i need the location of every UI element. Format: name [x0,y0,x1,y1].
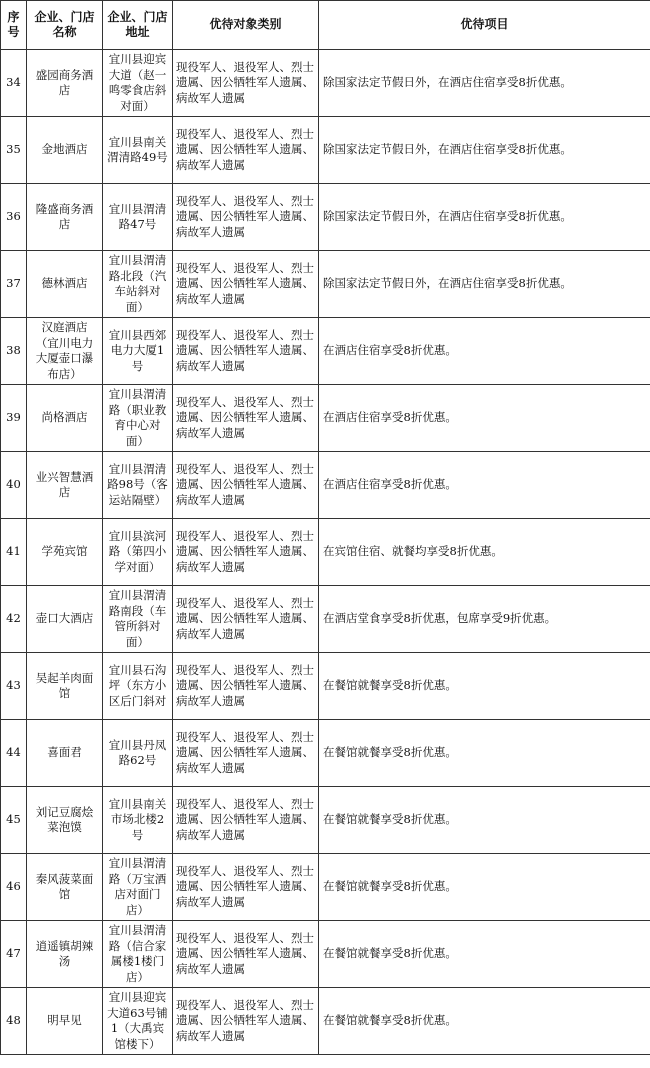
cell-no: 34 [1,50,27,117]
cell-benefit: 在酒店住宿享受8折优惠。 [319,452,650,519]
cell-no: 40 [1,452,27,519]
cell-category: 现役军人、退役军人、烈士遗属、因公牺牲军人遗属、病故军人遗属 [173,519,319,586]
cell-address: 宜川县南关市场北楼2号 [103,787,173,854]
cell-no: 45 [1,787,27,854]
cell-no: 36 [1,184,27,251]
cell-no: 43 [1,653,27,720]
cell-category: 现役军人、退役军人、烈士遗属、因公牺牲军人遗属、病故军人遗属 [173,318,319,385]
cell-name: 尚格酒店 [27,385,103,452]
cell-category: 现役军人、退役军人、烈士遗属、因公牺牲军人遗属、病故军人遗属 [173,385,319,452]
cell-name: 壶口大酒店 [27,586,103,653]
cell-no: 39 [1,385,27,452]
table-row [1,452,650,519]
table-row [1,318,650,385]
header-address: 企业、门店地址 [103,1,173,50]
cell-category: 现役军人、退役军人、烈士遗属、因公牺牲军人遗属、病故军人遗属 [173,117,319,184]
table-row [1,921,650,988]
cell-no: 41 [1,519,27,586]
cell-no: 47 [1,921,27,988]
cell-name: 吴起羊肉面馆 [27,653,103,720]
cell-benefit: 在餐馆就餐享受8折优惠。 [319,653,650,720]
table-header-row [1,1,650,50]
cell-address: 宜川县石沟坪（东方小区后门斜对 [103,653,173,720]
cell-category: 现役军人、退役军人、烈士遗属、因公牺牲军人遗属、病故军人遗属 [173,184,319,251]
table-row [1,251,650,318]
cell-name: 刘记豆腐烩菜泡馍 [27,787,103,854]
cell-category: 现役军人、退役军人、烈士遗属、因公牺牲军人遗属、病故军人遗属 [173,854,319,921]
table-row [1,519,650,586]
table-row [1,653,650,720]
header-no: 序号 [1,1,27,50]
cell-benefit: 在酒店堂食享受8折优惠，包席享受9折优惠。 [319,586,650,653]
header-category: 优待对象类别 [173,1,319,50]
cell-category: 现役军人、退役军人、烈士遗属、因公牺牲军人遗属、病故军人遗属 [173,787,319,854]
cell-no: 48 [1,988,27,1055]
cell-address: 宜川县渭清路（职业教育中心对面） [103,385,173,452]
cell-benefit: 除国家法定节假日外，在酒店住宿享受8折优惠。 [319,50,650,117]
cell-name: 业兴智慧酒店 [27,452,103,519]
cell-name: 学苑宾馆 [27,519,103,586]
table-row [1,117,650,184]
cell-address: 宜川县渭清路98号（客运站隔壁） [103,452,173,519]
cell-address: 宜川县南关渭清路49号 [103,117,173,184]
cell-category: 现役军人、退役军人、烈士遗属、因公牺牲军人遗属、病故军人遗属 [173,720,319,787]
cell-category: 现役军人、退役军人、烈士遗属、因公牺牲军人遗属、病故军人遗属 [173,251,319,318]
cell-address: 宜川县丹凤路62号 [103,720,173,787]
cell-name: 汉庭酒店（宜川电力大厦壶口瀑布店） [27,318,103,385]
cell-name: 德林酒店 [27,251,103,318]
cell-category: 现役军人、退役军人、烈士遗属、因公牺牲军人遗属、病故军人遗属 [173,452,319,519]
cell-name: 秦风菠菜面馆 [27,854,103,921]
cell-no: 35 [1,117,27,184]
table-row [1,184,650,251]
cell-name: 逍遥镇胡辣汤 [27,921,103,988]
table-row [1,720,650,787]
table-row [1,586,650,653]
cell-address: 宜川县渭清路北段（汽车站斜对面） [103,251,173,318]
cell-benefit: 除国家法定节假日外，在酒店住宿享受8折优惠。 [319,184,650,251]
cell-no: 38 [1,318,27,385]
cell-benefit: 在酒店住宿享受8折优惠。 [319,318,650,385]
cell-address: 宜川县迎宾大道（赵一鸣零食店斜对面） [103,50,173,117]
cell-name: 隆盛商务酒店 [27,184,103,251]
cell-name: 喜面君 [27,720,103,787]
cell-benefit: 在餐馆就餐享受8折优惠。 [319,787,650,854]
header-benefit: 优待项目 [319,1,650,50]
cell-no: 46 [1,854,27,921]
cell-category: 现役军人、退役军人、烈士遗属、因公牺牲军人遗属、病故军人遗属 [173,988,319,1055]
cell-no: 44 [1,720,27,787]
cell-address: 宜川县渭清路（信合家属楼1楼门店） [103,921,173,988]
table-row [1,385,650,452]
cell-name: 金地酒店 [27,117,103,184]
cell-benefit: 在宾馆住宿、就餐均享受8折优惠。 [319,519,650,586]
cell-category: 现役军人、退役军人、烈士遗属、因公牺牲军人遗属、病故军人遗属 [173,653,319,720]
cell-name: 盛园商务酒店 [27,50,103,117]
cell-address: 宜川县迎宾大道63号铺1（大禹宾馆楼下） [103,988,173,1055]
cell-benefit: 在餐馆就餐享受8折优惠。 [319,988,650,1055]
cell-benefit: 在酒店住宿享受8折优惠。 [319,385,650,452]
cell-no: 42 [1,586,27,653]
cell-benefit: 在餐馆就餐享受8折优惠。 [319,854,650,921]
cell-category: 现役军人、退役军人、烈士遗属、因公牺牲军人遗属、病故军人遗属 [173,50,319,117]
cell-benefit: 除国家法定节假日外，在酒店住宿享受8折优惠。 [319,117,650,184]
cell-address: 宜川县渭清路（万宝酒店对面门店） [103,854,173,921]
table-row [1,787,650,854]
cell-address: 宜川县西郊电力大厦1号 [103,318,173,385]
cell-no: 37 [1,251,27,318]
cell-benefit: 在餐馆就餐享受8折优惠。 [319,720,650,787]
cell-address: 宜川县渭清路南段（车管所斜对面） [103,586,173,653]
cell-benefit: 在餐馆就餐享受8折优惠。 [319,921,650,988]
table-row [1,854,650,921]
header-name: 企业、门店名称 [27,1,103,50]
cell-category: 现役军人、退役军人、烈士遗属、因公牺牲军人遗属、病故军人遗属 [173,921,319,988]
cell-address: 宜川县滨河路（第四小学对面） [103,519,173,586]
cell-category: 现役军人、退役军人、烈士遗属、因公牺牲军人遗属、病故军人遗属 [173,586,319,653]
table-row [1,50,650,117]
cell-address: 宜川县渭清路47号 [103,184,173,251]
cell-name: 明早见 [27,988,103,1055]
cell-benefit: 除国家法定节假日外，在酒店住宿享受8折优惠。 [319,251,650,318]
table-row [1,988,650,1055]
